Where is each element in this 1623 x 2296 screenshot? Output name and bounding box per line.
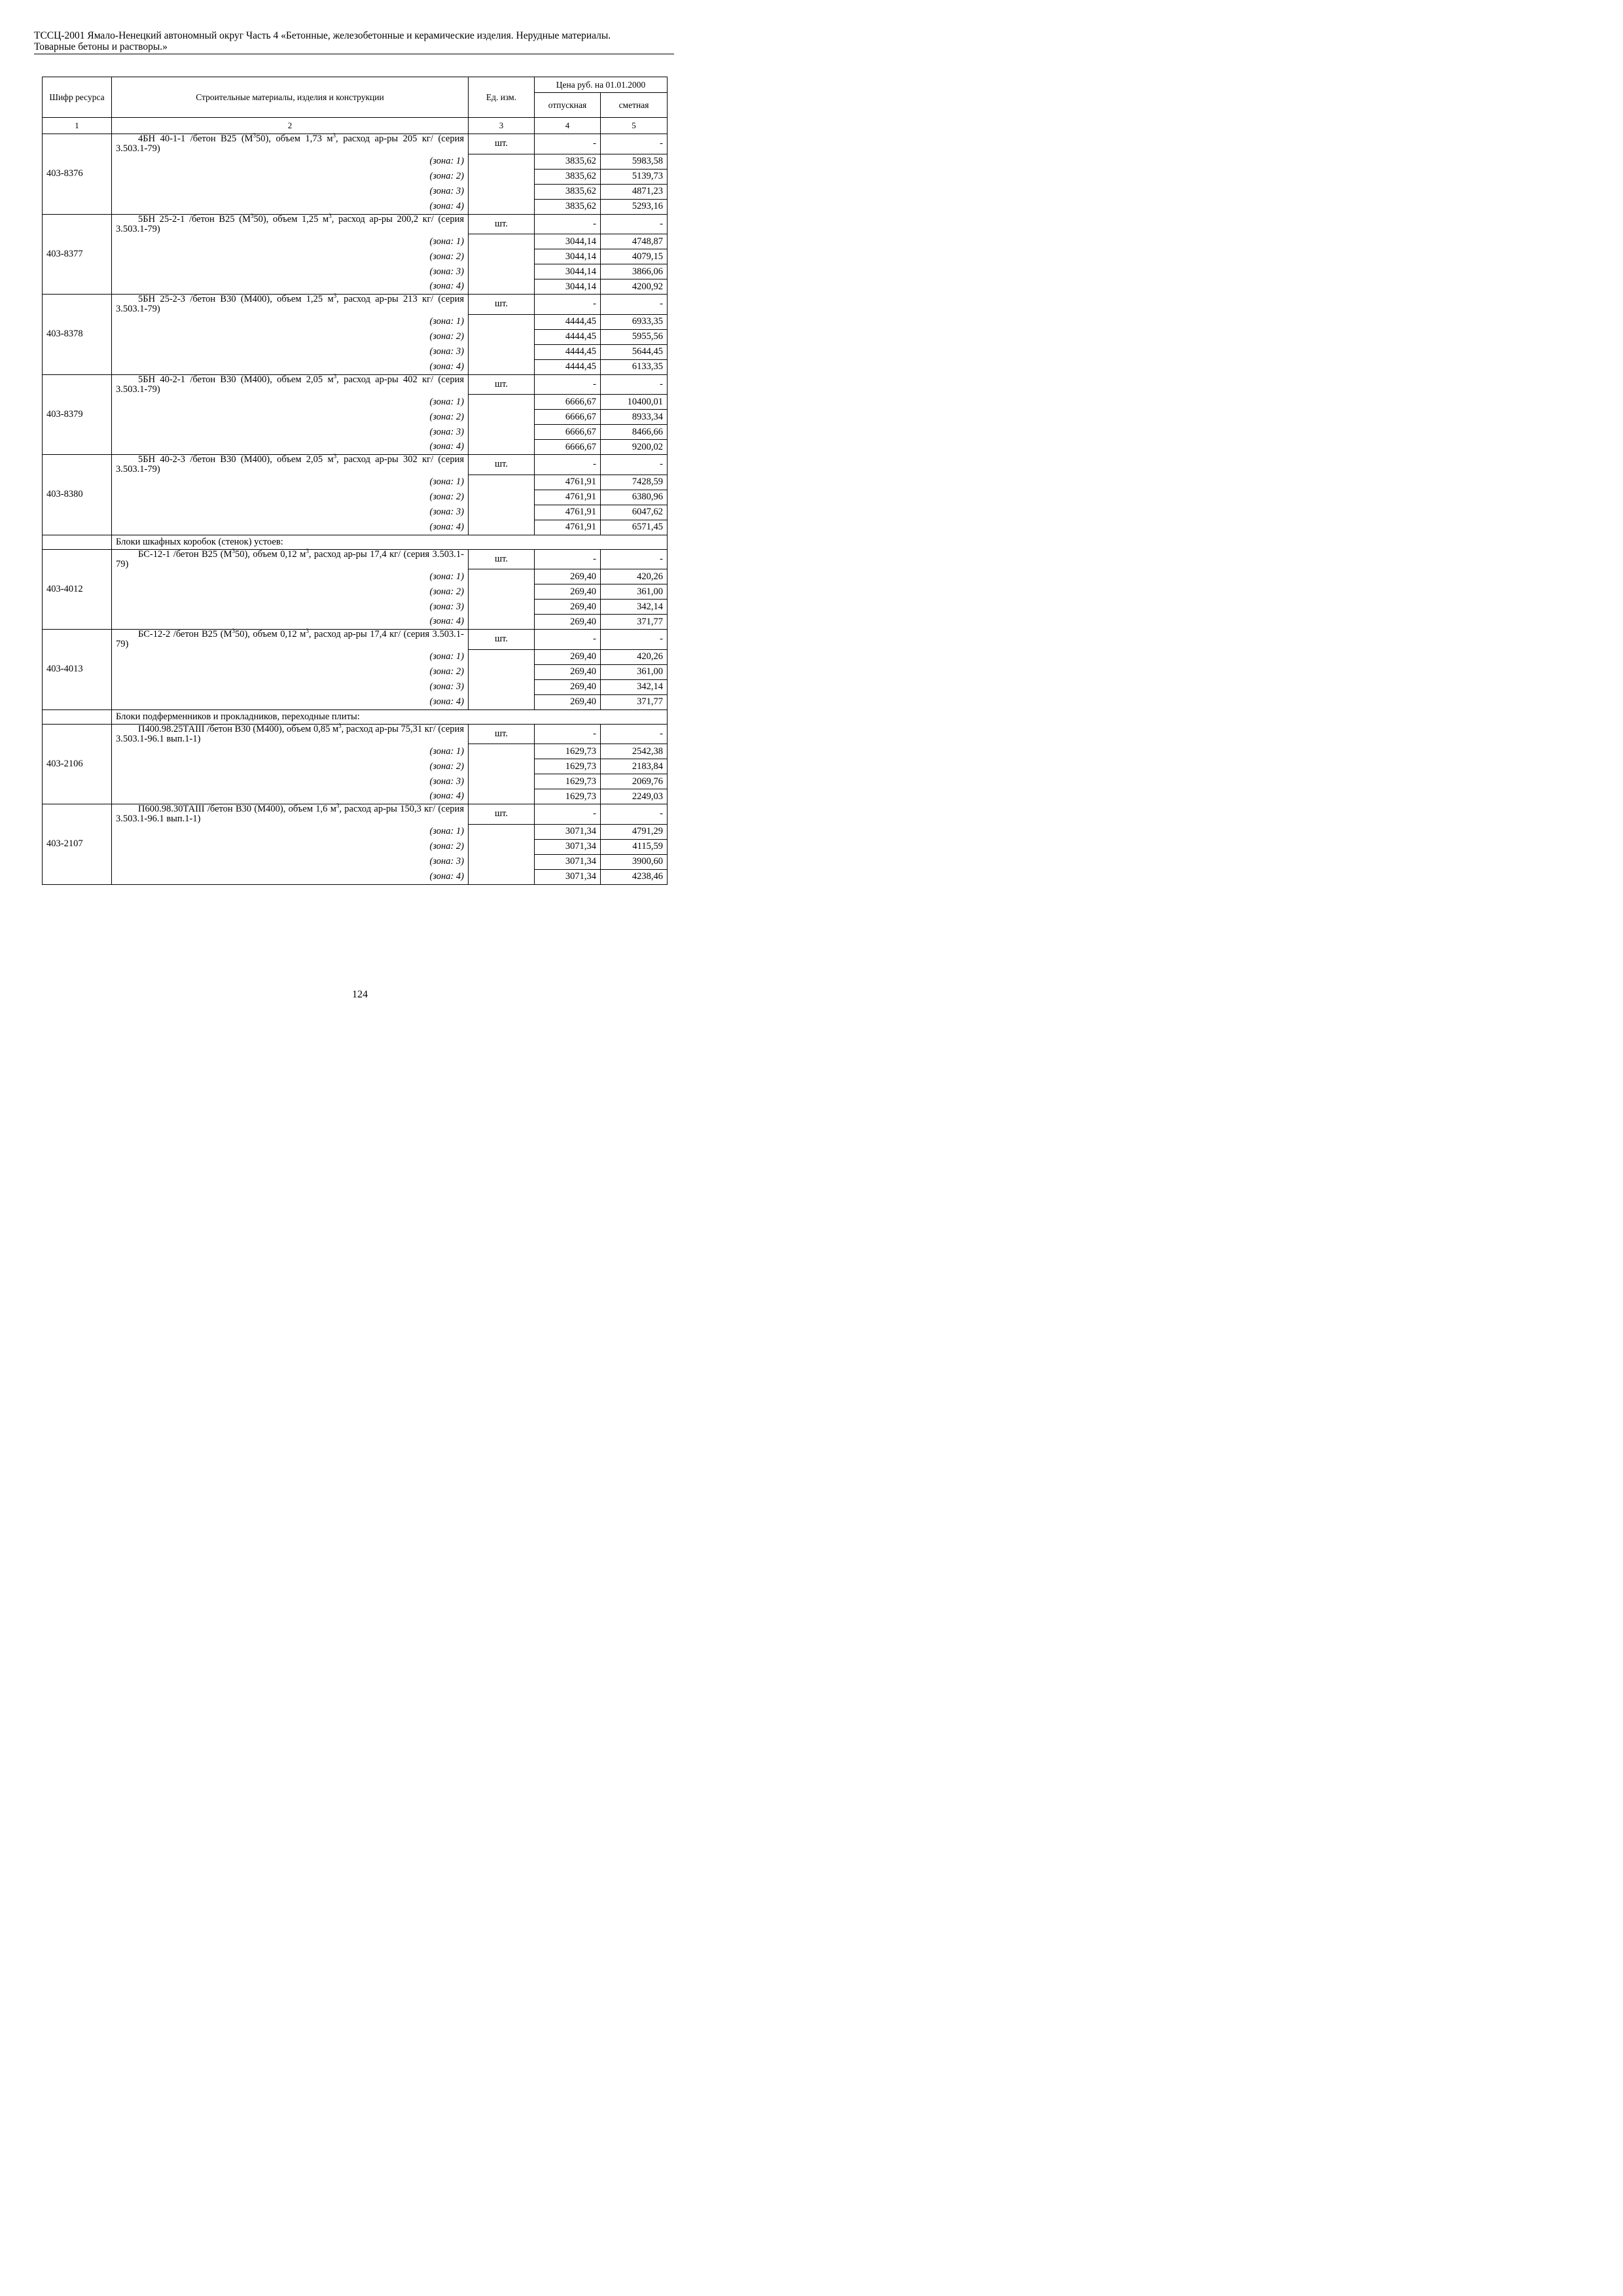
zone-label: (зона: 3) [112,854,469,869]
unit-cell [469,154,535,169]
section-code-cell [43,709,112,724]
page-number: 124 [352,989,368,1000]
release-price: - [535,214,601,234]
unit-cell [469,264,535,279]
zone-label: (зона: 4) [112,869,469,884]
column-number: 4 [535,118,601,134]
estimate-price: - [601,630,668,650]
release-price: - [535,630,601,650]
zone-label: (зона: 1) [112,395,469,410]
material-description: 5БН 40-2-3 /бетон В30 (М400), объем 2,05 $м^3$, расход ар-ры 302 кг/ (серия 3.503.1-79) [112,455,469,475]
estimate-price: 5139,73 [601,169,668,184]
zone-label: (зона: 1) [112,744,469,759]
column-number: 2 [112,118,469,134]
table-row [43,549,668,569]
column-header-price: Цена руб. на 01.01.2000 [535,77,668,93]
estimate-price: 5955,56 [601,329,668,344]
zone-row [43,249,668,264]
release-price: 269,40 [535,649,601,664]
estimate-price: 4079,15 [601,249,668,264]
zone-row [43,359,668,374]
unit-cell [469,649,535,664]
release-price: 6666,67 [535,440,601,455]
estimate-price: 8933,34 [601,410,668,425]
column-number: 1 [43,118,112,134]
unit-cell [469,395,535,410]
release-price: - [535,374,601,395]
zone-row [43,649,668,664]
zone-row [43,410,668,425]
zone-row [43,824,668,839]
estimate-price: - [601,455,668,475]
material-description: П400.98.25ТАIII /бетон В30 (М400), объем 0,85 $м^3$, расход ар-ры 75,31 кг/ (серия 3.503.1-96.1 вып.1-1) [112,724,469,744]
unit-cell [469,490,535,505]
zone-label: (зона: 2) [112,249,469,264]
unit-cell [469,789,535,804]
document-header [34,30,674,52]
material-description: БС-12-2 /бетон В25 $(М^350)$, объем 0,12 $м^3$, расход ар-ры 17,4 кг/ (серия 3.503.1-79) [112,630,469,650]
section-label: Блоки подферменников и прокладников, переходные плиты: [112,709,668,724]
release-price: 3044,14 [535,249,601,264]
estimate-price: - [601,374,668,395]
zone-label: (зона: 4) [112,789,469,804]
release-price: 1629,73 [535,789,601,804]
release-price: 3071,34 [535,839,601,854]
zone-label: (зона: 4) [112,199,469,214]
unit-cell [469,184,535,199]
estimate-price: 6571,45 [601,520,668,535]
zone-row [43,440,668,455]
estimate-price: 2249,03 [601,789,668,804]
unit-of-measure: шт. [469,630,535,650]
zone-row [43,839,668,854]
unit-cell [469,440,535,455]
zone-label: (зона: 4) [112,279,469,295]
estimate-price: 5644,45 [601,344,668,359]
zone-label: (зона: 2) [112,169,469,184]
unit-cell [469,169,535,184]
zone-row [43,679,668,694]
price-table [42,77,668,885]
table-row [43,214,668,234]
estimate-price: 371,77 [601,694,668,709]
estimate-price: 3900,60 [601,854,668,869]
release-price: 4444,45 [535,329,601,344]
zone-label: (зона: 1) [112,154,469,169]
unit-cell [469,744,535,759]
unit-cell [469,694,535,709]
column-header-unit: Ед. изм. [469,77,535,118]
section-row [43,535,668,549]
zone-row [43,869,668,884]
estimate-price: 5293,16 [601,199,668,214]
estimate-price: 342,14 [601,679,668,694]
release-price: 269,40 [535,694,601,709]
release-price: 6666,67 [535,425,601,440]
zone-label: (зона: 4) [112,615,469,630]
zone-row [43,395,668,410]
release-price: 269,40 [535,569,601,584]
zone-row [43,664,668,679]
zone-row [43,615,668,630]
zone-label: (зона: 4) [112,694,469,709]
zone-row [43,234,668,249]
estimate-price: 4871,23 [601,184,668,199]
header-line-2: Товарные бетоны и растворы.» [34,41,168,52]
release-price: 6666,67 [535,395,601,410]
unit-of-measure: шт. [469,455,535,475]
estimate-price: 6133,35 [601,359,668,374]
zone-row [43,789,668,804]
estimate-price: 361,00 [601,664,668,679]
zone-row [43,694,668,709]
release-price: 3044,14 [535,264,601,279]
section-code-cell [43,535,112,549]
estimate-price: - [601,214,668,234]
unit-cell [469,869,535,884]
release-price: 4761,91 [535,520,601,535]
zone-row [43,774,668,789]
zone-row [43,520,668,535]
zone-label: (зона: 1) [112,314,469,329]
zone-row [43,505,668,520]
zone-row [43,154,668,169]
table-row [43,804,668,825]
estimate-price: 6380,96 [601,490,668,505]
unit-cell [469,329,535,344]
unit-of-measure: шт. [469,295,535,315]
release-price: 4761,91 [535,505,601,520]
material-description: 5БН 40-2-1 /бетон В30 (М400), объем 2,05 $м^3$, расход ар-ры 402 кг/ (серия 3.503.1-79) [112,374,469,395]
resource-code: 403-8376 [43,134,112,215]
unit-cell [469,664,535,679]
release-price: 3835,62 [535,184,601,199]
table-row [43,295,668,315]
zone-row [43,759,668,774]
column-header-name: Строительные материалы, изделия и конструкции [112,77,469,118]
zone-row [43,584,668,600]
zone-label: (зона: 1) [112,824,469,839]
header-line-1: ТССЦ-2001 Ямало-Ненецкий автономный округ Часть 4 «Бетонные, железобетонные и керамические изделия. Нерудные материалы. [34,30,611,41]
unit-cell [469,475,535,490]
resource-code: 403-8379 [43,374,112,455]
zone-row [43,425,668,440]
estimate-price: 371,77 [601,615,668,630]
estimate-price: 10400,01 [601,395,668,410]
estimate-price: 6933,35 [601,314,668,329]
zone-label: (зона: 1) [112,569,469,584]
release-price: 269,40 [535,664,601,679]
estimate-price: 4748,87 [601,234,668,249]
resource-code: 403-2106 [43,724,112,804]
zone-row [43,744,668,759]
table-row [43,630,668,650]
table-row [43,724,668,744]
release-price: 269,40 [535,679,601,694]
unit-cell [469,410,535,425]
column-header-estimate: сметная [601,93,668,118]
zone-row [43,314,668,329]
unit-cell [469,774,535,789]
material-description: 4БН 40-1-1 /бетон В25 $(М^350)$, объем 1,73 $м^3$, расход ар-ры 205 кг/ (серия 3.503.1-79) [112,134,469,154]
resource-code: 403-2107 [43,804,112,885]
unit-cell [469,569,535,584]
material-description: 5БН 25-2-1 /бетон В25 $(М^350)$, объем 1,25 $м^3$, расход ар-ры 200,2 кг/ (серия 3.503.1-79) [112,214,469,234]
zone-row [43,279,668,295]
release-price: 3835,62 [535,154,601,169]
release-price: 4444,45 [535,314,601,329]
zone-label: (зона: 3) [112,264,469,279]
unit-cell [469,759,535,774]
zone-label: (зона: 2) [112,410,469,425]
release-price: 3071,34 [535,869,601,884]
unit-cell [469,234,535,249]
zone-row [43,344,668,359]
zone-row [43,329,668,344]
zone-label: (зона: 2) [112,759,469,774]
release-price: - [535,455,601,475]
unit-cell [469,600,535,615]
resource-code: 403-8377 [43,214,112,295]
unit-cell [469,679,535,694]
estimate-price: 342,14 [601,600,668,615]
unit-of-measure: шт. [469,134,535,154]
release-price: 1629,73 [535,744,601,759]
release-price: - [535,724,601,744]
material-description: П600.98.30ТАIII /бетон В30 (М400), объем 1,6 $м^3$, расход ар-ры 150,3 кг/ (серия 3.503.1-96.1 вып.1-1) [112,804,469,825]
table-row [43,134,668,154]
estimate-price: 420,26 [601,649,668,664]
estimate-price: 4200,92 [601,279,668,295]
zone-label: (зона: 1) [112,475,469,490]
zone-row [43,490,668,505]
unit-cell [469,249,535,264]
section-label: Блоки шкафных коробок (стенок) устоев: [112,535,668,549]
zone-label: (зона: 2) [112,329,469,344]
release-price: 3044,14 [535,234,601,249]
unit-of-measure: шт. [469,724,535,744]
zone-label: (зона: 3) [112,184,469,199]
zone-label: (зона: 1) [112,649,469,664]
estimate-price: 6047,62 [601,505,668,520]
unit-cell [469,505,535,520]
estimate-price: 4791,29 [601,824,668,839]
estimate-price: 4115,59 [601,839,668,854]
release-price: 269,40 [535,615,601,630]
unit-of-measure: шт. [469,214,535,234]
zone-label: (зона: 3) [112,774,469,789]
release-price: 3044,14 [535,279,601,295]
zone-row [43,475,668,490]
unit-cell [469,824,535,839]
table-body [43,134,668,885]
release-price: 4761,91 [535,490,601,505]
unit-cell [469,839,535,854]
unit-cell [469,199,535,214]
zone-label: (зона: 2) [112,839,469,854]
estimate-price: 2069,76 [601,774,668,789]
unit-of-measure: шт. [469,804,535,825]
resource-code: 403-8380 [43,455,112,535]
resource-code: 403-4012 [43,549,112,630]
zone-label: (зона: 4) [112,520,469,535]
table-row [43,374,668,395]
release-price: 4761,91 [535,475,601,490]
zone-label: (зона: 2) [112,664,469,679]
estimate-price: 3866,06 [601,264,668,279]
column-header-code: Шифр ресурса [43,77,112,118]
resource-code: 403-8378 [43,295,112,375]
table-row [43,455,668,475]
table-header [43,77,668,134]
release-price: 3835,62 [535,199,601,214]
column-number: 3 [469,118,535,134]
release-price: - [535,134,601,154]
estimate-price: - [601,134,668,154]
release-price: 4444,45 [535,359,601,374]
zone-label: (зона: 2) [112,584,469,600]
material-description: БС-12-1 /бетон В25 $(М^350)$, объем 0,12 $м^3$, расход ар-ры 17,4 кг/ (серия 3.503.1-79) [112,549,469,569]
zone-row [43,264,668,279]
zone-row [43,184,668,199]
release-price: - [535,804,601,825]
material-description: 5БН 25-2-3 /бетон В30 (М400), объем 1,25 $м^3$, расход ар-ры 213 кг/ (серия 3.503.1-79) [112,295,469,315]
zone-label: (зона: 3) [112,344,469,359]
unit-cell [469,615,535,630]
zone-row [43,854,668,869]
estimate-price: 5983,58 [601,154,668,169]
unit-cell [469,314,535,329]
unit-cell [469,359,535,374]
estimate-price: - [601,549,668,569]
resource-code: 403-4013 [43,630,112,710]
zone-label: (зона: 2) [112,490,469,505]
estimate-price: - [601,295,668,315]
zone-label: (зона: 3) [112,679,469,694]
unit-cell [469,279,535,295]
estimate-price: - [601,724,668,744]
zone-row [43,169,668,184]
zone-label: (зона: 3) [112,505,469,520]
estimate-price: 420,26 [601,569,668,584]
release-price: - [535,549,601,569]
zone-label: (зона: 4) [112,359,469,374]
unit-of-measure: шт. [469,374,535,395]
release-price: 3835,62 [535,169,601,184]
estimate-price: 8466,66 [601,425,668,440]
release-price: 6666,67 [535,410,601,425]
section-row [43,709,668,724]
estimate-price: 7428,59 [601,475,668,490]
unit-cell [469,520,535,535]
release-price: 269,40 [535,600,601,615]
estimate-price: 2183,84 [601,759,668,774]
column-header-release: отпускная [535,93,601,118]
release-price: 1629,73 [535,774,601,789]
release-price: - [535,295,601,315]
unit-cell [469,854,535,869]
unit-cell [469,344,535,359]
zone-label: (зона: 1) [112,234,469,249]
release-price: 4444,45 [535,344,601,359]
release-price: 269,40 [535,584,601,600]
release-price: 3071,34 [535,854,601,869]
zone-label: (зона: 3) [112,425,469,440]
release-price: 1629,73 [535,759,601,774]
zone-label: (зона: 3) [112,600,469,615]
release-price: 3071,34 [535,824,601,839]
column-number: 5 [601,118,668,134]
estimate-price: - [601,804,668,825]
zone-label: (зона: 4) [112,440,469,455]
estimate-price: 2542,38 [601,744,668,759]
zone-row [43,199,668,214]
estimate-price: 4238,46 [601,869,668,884]
estimate-price: 9200,02 [601,440,668,455]
zone-row [43,569,668,584]
zone-row [43,600,668,615]
unit-cell [469,425,535,440]
estimate-price: 361,00 [601,584,668,600]
unit-cell [469,584,535,600]
unit-of-measure: шт. [469,549,535,569]
